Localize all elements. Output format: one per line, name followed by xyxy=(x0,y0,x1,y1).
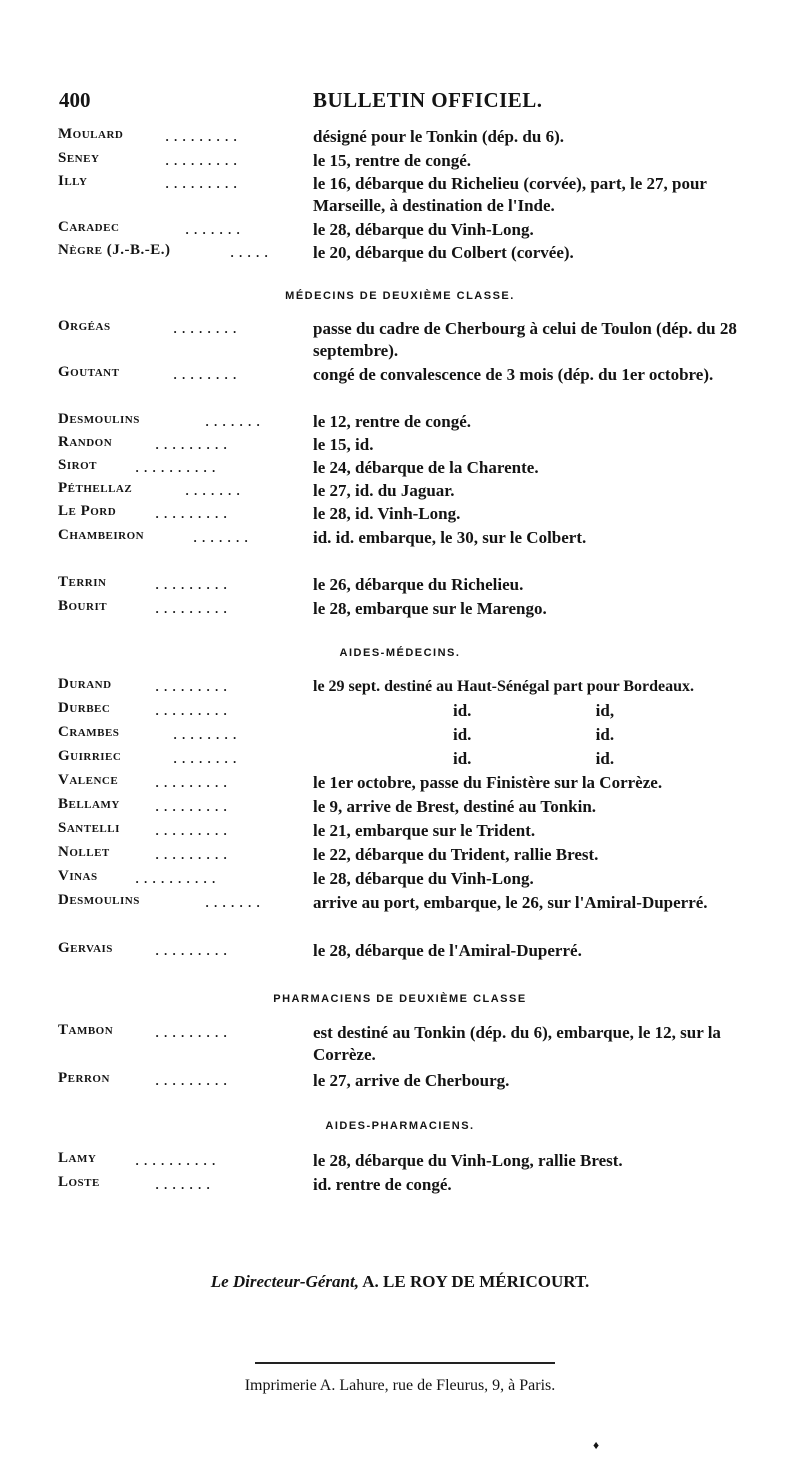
entry-name: Moulard xyxy=(58,126,124,142)
entry-name: Péthellaz xyxy=(58,480,133,496)
entry-name: Chambeiron xyxy=(58,527,145,543)
leader-dots: . . . . . . . . . xyxy=(165,173,238,192)
entry-name: Terrin xyxy=(58,574,107,590)
entry-name: Caradec xyxy=(58,219,120,235)
entry-name: Sirot xyxy=(58,457,97,473)
entry-text: le 28, débarque du Vinh-Long, rallie Brest. xyxy=(313,1151,623,1170)
leader-dots: . . . . . . . . . . xyxy=(135,457,216,476)
entry-text: le 26, débarque du Richelieu. xyxy=(313,575,524,594)
page-number: 400 xyxy=(59,88,91,112)
entry-name: Bourit xyxy=(58,598,108,614)
entry-text: est destiné au Tonkin (dép. du 6), embarque, le 12, sur la Corrèze. xyxy=(313,1023,721,1064)
entry-name: Valence xyxy=(58,772,119,788)
entry-name: Tambon xyxy=(58,1022,114,1038)
leader-dots: . . . . . . . xyxy=(205,892,261,911)
entry-name: Seney xyxy=(58,150,100,166)
entry-text: id. id. xyxy=(453,725,615,744)
entry-name: Desmoulins xyxy=(58,892,140,908)
entry-name: Bellamy xyxy=(58,796,120,812)
entry-name: Guirriec xyxy=(58,748,122,764)
leader-dots: . . . . . . . . . xyxy=(155,598,228,617)
entry-name: Orgéas xyxy=(58,318,111,334)
leader-dots: . . . . . . . . . xyxy=(155,796,228,815)
entry-text: passe du cadre de Cherbourg à celui de Toulon (dép. du 28 septembre). xyxy=(313,319,737,360)
leader-dots: . . . . . . . . . xyxy=(155,434,228,453)
leader-dots: . . . . . . . . . xyxy=(155,574,228,593)
entry-text: le 28, embarque sur le Marengo. xyxy=(313,599,547,618)
entry-text: le 28, débarque du Vinh-Long. xyxy=(313,220,534,239)
leader-dots: . . . . . . . . . xyxy=(165,150,238,169)
entry-name: Loste xyxy=(58,1174,100,1190)
leader-dots: . . . . . . . . xyxy=(173,748,237,767)
entry-text: le 15, id. xyxy=(313,435,374,454)
leader-dots: . . . . . . . . . xyxy=(155,676,228,695)
entry-name: Nègre (J.-B.-E.) xyxy=(58,242,171,258)
entry-text: congé de convalescence de 3 mois (dép. du 1er octobre). xyxy=(313,365,714,384)
entry-text: le 12, rentre de congé. xyxy=(313,412,471,431)
entry-text: le 16, débarque du Richelieu (corvée), part, le 27, pour Marseille, à destination de l'Inde. xyxy=(313,174,707,215)
entry-name: Durand xyxy=(58,676,112,692)
signature-role: Le Directeur-Gérant, xyxy=(210,1272,359,1291)
entry-name: Nollet xyxy=(58,844,110,860)
leader-dots: . . . . . . . . . . xyxy=(135,868,216,887)
leader-dots: . . . . . . . xyxy=(193,527,249,546)
entry-text: le 15, rentre de congé. xyxy=(313,151,471,170)
section-title: MÉDECINS DE DEUXIÈME CLASSE. xyxy=(285,290,515,302)
entry-name: Durbec xyxy=(58,700,111,716)
entry-text: le 28, débarque du Vinh-Long. xyxy=(313,869,534,888)
entry-text: le 29 sept. destiné au Haut-Sénégal part pour Bordeaux. xyxy=(313,678,695,695)
entry-text: arrive au port, embarque, le 26, sur l'Amiral-Duperré. xyxy=(313,893,708,912)
entry-text: le 1er octobre, passe du Finistère sur la Corrèze. xyxy=(313,773,663,792)
leader-dots: . . . . . . . . xyxy=(173,318,237,337)
printer-imprint: Imprimerie A. Lahure, rue de Fleurus, 9, à Paris. xyxy=(244,1377,556,1394)
signature-name: A. LE ROY DE MÉRICOURT. xyxy=(362,1272,590,1291)
entry-name: Gervais xyxy=(58,940,113,956)
entry-text: le 27, arrive de Cherbourg. xyxy=(313,1071,510,1090)
section-title: PHARMACIENS DE DEUXIÈME CLASSE xyxy=(273,993,527,1005)
leader-dots: . . . . . . . . . xyxy=(155,844,228,863)
leader-dots: . . . . . . . . . xyxy=(155,1070,228,1089)
entry-text: le 28, débarque de l'Amiral-Duperré. xyxy=(313,941,582,960)
entry-text: id. id. embarque, le 30, sur le Colbert. xyxy=(313,528,587,547)
section-title: AIDES-PHARMACIENS. xyxy=(325,1120,475,1132)
leader-dots: . . . . . . . . . xyxy=(155,772,228,791)
leader-dots: . . . . . . . . . . xyxy=(135,1150,216,1169)
leader-dots: . . . . . . . . xyxy=(173,364,237,383)
entry-text: le 20, débarque du Colbert (corvée). xyxy=(313,243,574,262)
leader-dots: . . . . . . . . . xyxy=(155,940,228,959)
leader-dots: . . . . . xyxy=(230,242,269,261)
leader-dots: . . . . . . . . . xyxy=(155,503,228,522)
entry-text: id. id. xyxy=(453,749,615,768)
entry-text: le 28, id. Vinh-Long. xyxy=(313,504,461,523)
ink-mark: ♦ xyxy=(593,1438,600,1452)
entry-name: Santelli xyxy=(58,820,120,836)
leader-dots: . . . . . . . . . xyxy=(165,126,238,145)
entry-text: le 27, id. du Jaguar. xyxy=(313,481,455,500)
entry-text: le 24, débarque de la Charente. xyxy=(313,458,539,477)
leader-dots: . . . . . . . . xyxy=(173,724,237,743)
entry-text: désigné pour le Tonkin (dép. du 6). xyxy=(313,127,564,146)
section-title: AIDES-MÉDECINS. xyxy=(339,647,461,659)
entry-text: id. rentre de congé. xyxy=(313,1175,452,1194)
page-header xyxy=(55,88,745,118)
entry-text: le 21, embarque sur le Trident. xyxy=(313,821,536,840)
leader-dots: . . . . . . . . . xyxy=(155,700,228,719)
entry-name: Lamy xyxy=(58,1150,97,1166)
entry-name: Randon xyxy=(58,434,113,450)
entry-name: Goutant xyxy=(58,364,120,380)
entry-text: le 9, arrive de Brest, destiné au Tonkin. xyxy=(313,797,597,816)
leader-dots: . . . . . . . . . xyxy=(155,1022,228,1041)
entry-name: Illy xyxy=(58,173,88,189)
entry-name: Vinas xyxy=(58,868,98,884)
entry-name: Desmoulins xyxy=(58,411,140,427)
entry-name: Perron xyxy=(58,1070,110,1086)
entry-name: Crambes xyxy=(58,724,120,740)
leader-dots: . . . . . . . xyxy=(205,411,261,430)
leader-dots: . . . . . . . . . xyxy=(155,820,228,839)
entry-name: Le Pord xyxy=(58,503,117,519)
leader-dots: . . . . . . . xyxy=(185,219,241,238)
leader-dots: . . . . . . . xyxy=(185,480,241,499)
signature-line xyxy=(0,1272,800,1292)
entry-text: id. id, xyxy=(453,701,615,720)
page-title: BULLETIN OFFICIEL. xyxy=(313,88,543,112)
entry-text: le 22, débarque du Trident, rallie Brest. xyxy=(313,845,599,864)
footer-rule xyxy=(255,1362,555,1364)
leader-dots: . . . . . . . xyxy=(155,1174,211,1193)
